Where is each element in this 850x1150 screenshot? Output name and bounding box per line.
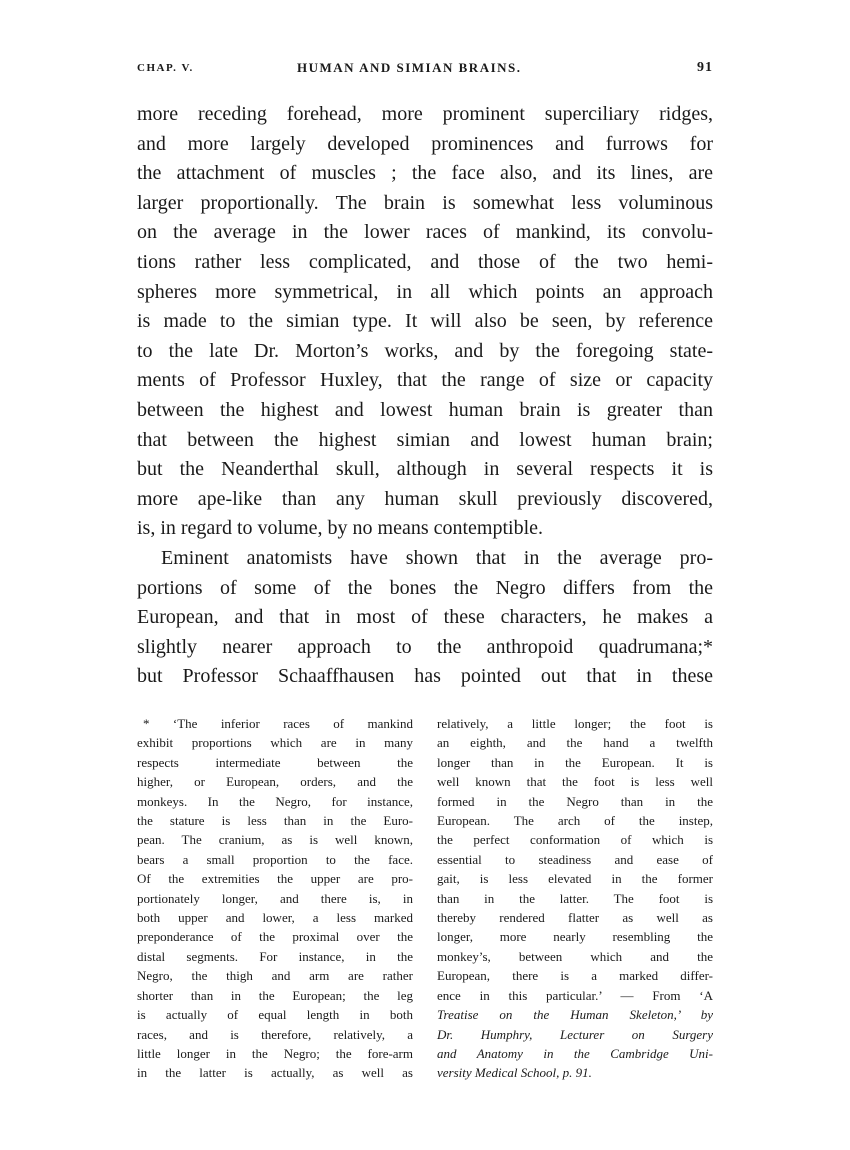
- footnote-line: both upper and lower, a less marked: [137, 910, 413, 926]
- footnote-line: distal segments. For instance, in the: [137, 948, 413, 964]
- running-title: HUMAN AND SIMIAN BRAINS.: [297, 60, 522, 75]
- text-line: between the highest and lowest human brain is greater than: [137, 398, 713, 421]
- text-line: European, and that in most of these characters, he makes a: [137, 606, 713, 629]
- text-line: that between the highest simian and lowest human brain;: [137, 428, 713, 451]
- chapter-label: CHAP. V.: [137, 62, 194, 74]
- footnote-line: ence in this particular.’ — From ‘A: [437, 987, 713, 1003]
- text-line: and more largely developed prominences and furrows for: [137, 132, 713, 155]
- text-line: portions of some of the bones the Negro differs from the: [137, 576, 713, 599]
- footnote-line: essential to steadiness and ease of: [437, 851, 713, 867]
- footnote-line: portionately longer, and there is, in: [137, 890, 413, 906]
- footnote-line: Negro, the thigh and arm are rather: [137, 968, 413, 984]
- footnote-line: than in the latter. The foot is: [437, 890, 713, 906]
- text-line: spheres more symmetrical, in all which points an approach: [137, 280, 713, 303]
- footnote-line: formed in the Negro than in the: [437, 793, 713, 809]
- footnote-line: pean. The cranium, as is well known,: [137, 832, 413, 848]
- footnote-line: thereby rendered flatter as well as: [437, 910, 713, 926]
- footnote-line: Treatise on the Human Skeleton,’ by: [437, 1007, 713, 1023]
- text-line: the attachment of muscles ; the face also, and its lines, are: [137, 162, 713, 185]
- footnote-line: exhibit proportions which are in many: [137, 735, 413, 751]
- text-line: more ape-like than any human skull previously discovered,: [137, 487, 713, 510]
- footnote-line: Dr. Humphry, Lecturer on Surgery: [437, 1026, 713, 1042]
- footnote-line: * ‘The inferior races of mankind: [143, 716, 413, 731]
- paragraph-2: [137, 544, 713, 692]
- footnote-line: the stature is less than in the Euro-: [137, 813, 413, 829]
- footnote-line: little longer in the Negro; the fore-arm: [137, 1045, 413, 1061]
- footnote-line: shorter than in the European; the leg: [137, 987, 413, 1003]
- text-line: but the Neanderthal skull, although in several respects it is: [137, 458, 713, 481]
- book-page: [137, 56, 713, 1081]
- running-head: [137, 56, 713, 86]
- text-line: is made to the simian type. It will also be seen, by reference: [137, 310, 713, 333]
- footnote-line: gait, is less elevated in the former: [437, 871, 713, 887]
- text-line: on the average in the lower races of mankind, its convolu-: [137, 221, 713, 244]
- footnote-line: versity Medical School, p. 91.: [437, 1065, 592, 1081]
- body-text: [137, 100, 713, 692]
- footnote-line: Of the extremities the upper are pro-: [137, 871, 413, 887]
- footnote-line: monkey’s, between which and the: [437, 948, 713, 964]
- footnote-line: well known that the foot is less well: [437, 774, 713, 790]
- footnote-line: is actually of equal length in both: [137, 1007, 413, 1023]
- footnote-line: longer than in the European. It is: [437, 754, 713, 770]
- footnote-line: and Anatomy in the Cambridge Uni-: [437, 1045, 713, 1061]
- footnote-left-column: [137, 714, 413, 1083]
- footnote-line: European. The arch of the instep,: [437, 813, 713, 829]
- footnote-right-column: [437, 714, 713, 1083]
- footnote: [137, 714, 713, 1083]
- text-line: more receding forehead, more prominent superciliary ridges,: [137, 103, 713, 125]
- footnote-line: races, and is therefore, relatively, a: [137, 1026, 413, 1042]
- text-line: larger proportionally. The brain is somewhat less voluminous: [137, 191, 713, 214]
- text-line: slightly nearer approach to the anthropoid quadrumana;*: [137, 635, 713, 658]
- text-line: but Professor Schaaffhausen has pointed out that in these: [137, 665, 713, 688]
- footnote-line: relatively, a little longer; the foot is: [437, 716, 713, 731]
- footnote-line: preponderance of the proximal over the: [137, 929, 413, 945]
- paragraph-1: [137, 100, 713, 544]
- page-number: 91: [697, 60, 713, 75]
- footnote-line: the perfect conformation of which is: [437, 832, 713, 848]
- text-line: is, in regard to volume, by no means contemptible.: [137, 517, 544, 540]
- footnote-line: higher, or European, orders, and the: [137, 774, 413, 790]
- text-line: tions rather less complicated, and those of the two hemi-: [137, 250, 713, 273]
- text-line: to the late Dr. Morton’s works, and by the foregoing state-: [137, 339, 713, 362]
- text-line: Eminent anatomists have shown that in the average pro-: [161, 546, 713, 569]
- footnote-line: longer, more nearly resembling the: [437, 929, 713, 945]
- footnote-line: in the latter is actually, as well as: [137, 1065, 413, 1081]
- footnote-line: monkeys. In the Negro, for instance,: [137, 793, 413, 809]
- footnote-line: bears a small proportion to the face.: [137, 851, 413, 867]
- footnote-line: respects intermediate between the: [137, 754, 413, 770]
- footnote-line: European, there is a marked differ-: [437, 968, 713, 984]
- text-line: ments of Professor Huxley, that the range of size or capacity: [137, 369, 713, 392]
- footnote-line: an eighth, and the hand a twelfth: [437, 735, 713, 751]
